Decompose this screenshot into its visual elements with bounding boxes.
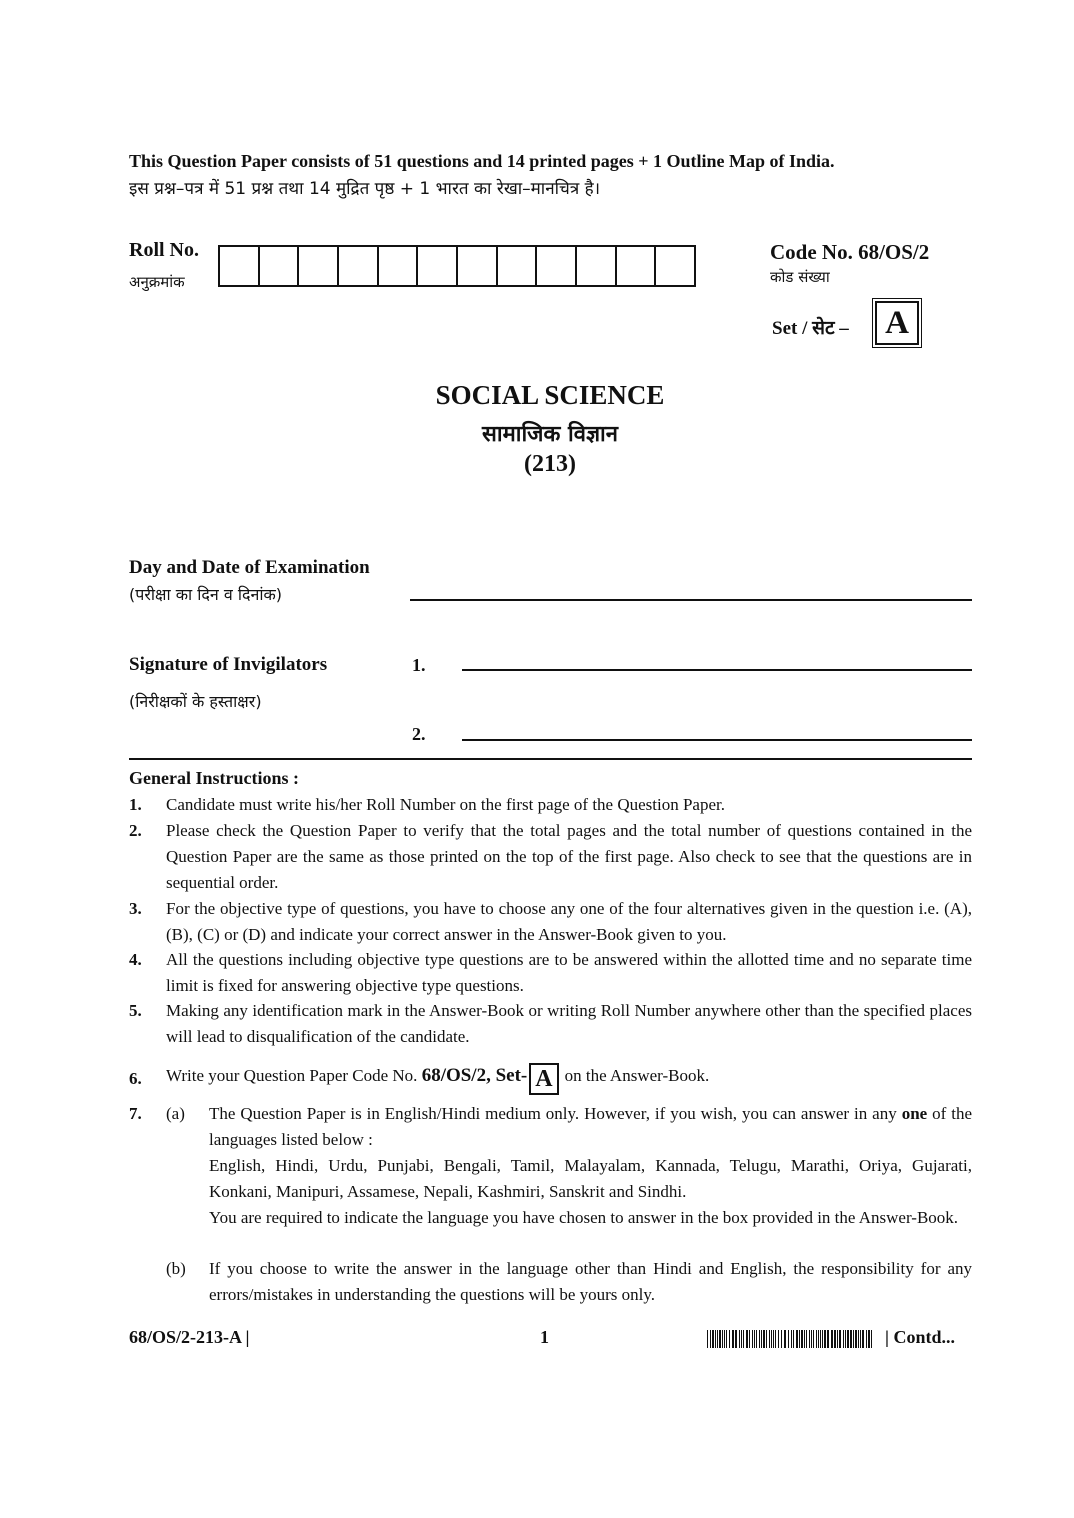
signature-field-1[interactable] — [462, 669, 972, 671]
instruction-text — [166, 1063, 972, 1095]
roll-number-boxes[interactable] — [218, 245, 696, 287]
roll-number-label-hindi: अनुक्रमांक — [129, 273, 185, 291]
instruction-number: 2. — [129, 821, 142, 840]
roll-number-box[interactable] — [339, 247, 379, 285]
instruction-text: All the questions including objective type questions are to be answered within the allotted time and no separate time limit is fixed for answering objective type questions. — [166, 950, 972, 995]
set-box: A — [875, 301, 919, 345]
instruction-number: 6. — [129, 1069, 142, 1088]
instruction-7a-text — [209, 1101, 972, 1153]
roll-number-box[interactable] — [458, 247, 498, 285]
invigilator-signature-label: Signature of Invigilators — [129, 654, 328, 675]
instruction-number: 3. — [129, 899, 142, 918]
instruction-7b-text: If you choose to write the answer in the language other than Hindi and English, the responsibility for any errors/mistakes in understanding the questions will be yours only. — [209, 1259, 972, 1304]
instruction-text: For the objective type of questions, you have to choose any one of the four alternatives given in the question i.e. (A), (B), (C) or (D) and indicate your correct answer in the Answer-Book given to you. — [166, 899, 972, 944]
instruction-number: 7. — [129, 1104, 142, 1123]
instruction-6-code: 68/OS/2, Set- — [421, 1065, 528, 1086]
roll-number-label: Roll No. — [129, 239, 199, 261]
instruction-7a-line1-pre: The Question Paper is in English/Hindi medium only. However, if you wish, you can answer in any — [209, 1104, 897, 1123]
day-date-field[interactable] — [410, 599, 972, 601]
page-number: 1 — [540, 1327, 549, 1347]
roll-number-box[interactable] — [418, 247, 458, 285]
instruction-number: 4. — [129, 950, 142, 969]
instruction-text: Please check the Question Paper to verify that the total pages and the total number of questions contained in the Question Paper are the same as those printed on the top of the first page. Also check to see that the questions are in sequential order. — [166, 821, 972, 892]
roll-number-box[interactable] — [577, 247, 617, 285]
invigilator-signature-label-hindi: (निरीक्षकों के हस्ताक्षर) — [129, 692, 262, 711]
instruction-6-set-box: A — [529, 1063, 558, 1095]
instruction-number: 5. — [129, 1001, 142, 1020]
instruction-7a-languages: English, Hindi, Urdu, Punjabi, Bengali, Tamil, Malayalam, Kannada, Telugu, Marathi, Oriya, Gujarati, Konkani, Manipuri, Assamese, Nepali, Kashmiri, Sanskrit and Sindhi. — [209, 1156, 972, 1201]
instruction-6-post: on the Answer-Book. — [564, 1066, 710, 1085]
instruction-6-pre: Write your Question Paper Code No. — [166, 1066, 418, 1085]
header-hindi: इस प्रश्न–पत्र में 51 प्रश्न तथा 14 मुद्रित पृष्ठ + 1 भारत का रेखा–मानचित्र है। — [129, 179, 601, 199]
header-english: This Question Paper consists of 51 questions and 14 printed pages + 1 Outline Map of India. — [129, 151, 835, 171]
footer-paper-code: 68/OS/2-213-A | — [129, 1327, 250, 1347]
subject-code: (213) — [524, 451, 576, 477]
divider — [129, 758, 972, 760]
roll-number-box[interactable] — [299, 247, 339, 285]
footer-contd: | Contd... — [885, 1327, 955, 1347]
instructions-title: General Instructions : — [129, 768, 299, 788]
instruction-number: 1. — [129, 795, 142, 814]
instruction-7a-line1-post: of the languages listed below : — [209, 1104, 973, 1149]
instruction-7a-label: (a) — [166, 1104, 185, 1123]
code-number: Code No. 68/OS/2 — [770, 240, 930, 264]
roll-number-box[interactable] — [617, 247, 657, 285]
signature-field-2[interactable] — [462, 739, 972, 741]
roll-number-box[interactable] — [379, 247, 419, 285]
subject-title: SOCIAL SCIENCE — [435, 380, 665, 410]
roll-number-box[interactable] — [220, 247, 260, 285]
roll-number-box[interactable] — [656, 247, 696, 285]
set-label: Set / सेट – — [772, 318, 849, 339]
instruction-7a-note: You are required to indicate the language you have chosen to answer in the box provided in the Answer-Book. — [209, 1208, 959, 1227]
instruction-7b-label: (b) — [166, 1259, 186, 1278]
subject-title-hindi: सामाजिक विज्ञान — [482, 422, 618, 447]
barcode — [707, 1330, 875, 1348]
roll-number-box[interactable] — [260, 247, 300, 285]
day-date-label-hindi: (परीक्षा का दिन व दिनांक) — [129, 585, 283, 604]
day-date-label: Day and Date of Examination — [129, 557, 370, 578]
instruction-text: Candidate must write his/her Roll Number on the first page of the Question Paper. — [166, 795, 725, 814]
instruction-7a-one: one — [901, 1104, 928, 1123]
roll-number-box[interactable] — [537, 247, 577, 285]
instruction-text: Making any identification mark in the Answer-Book or writing Roll Number anywhere other than the specified places will lead to disqualification of the candidate. — [166, 1001, 972, 1046]
roll-number-box[interactable] — [498, 247, 538, 285]
code-number-hindi: कोड संख्या — [770, 268, 830, 286]
signature-number-1: 1. — [412, 655, 426, 675]
signature-number-2: 2. — [412, 724, 426, 744]
